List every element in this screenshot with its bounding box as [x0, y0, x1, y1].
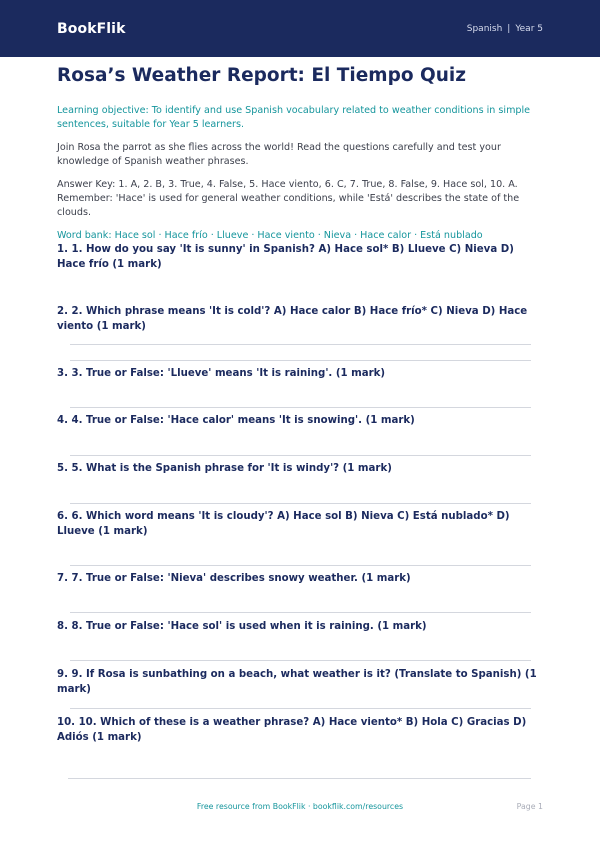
- question-7: 7. 7. True or False: 'Nieva' describes snowy weather. (1 mark): [57, 573, 411, 584]
- answer-line[interactable]: [70, 344, 531, 345]
- answer-line[interactable]: [70, 407, 531, 408]
- word-bank-item: Nieva: [323, 230, 352, 241]
- header-separator: |: [507, 23, 511, 34]
- brand-logo[interactable]: BookFlik: [57, 20, 126, 37]
- answer-line[interactable]: [70, 503, 531, 504]
- word-bank-separator: ·: [251, 230, 255, 241]
- page-number: Page 1: [516, 802, 543, 811]
- answer-key: Answer Key: 1. A, 2. B, 3. True, 4. False, 5. Hace viento, 6. C, 7. True, 8. False, 9. Hace sol, 10. A. Remember: 'Hace' is used for general weather conditions, while 'Está' describes the state of the clouds.: [57, 179, 520, 218]
- answer-line[interactable]: [70, 660, 531, 661]
- question-9: 9. 9. If Rosa is sunbathing on a beach, what weather is it? (Translate to Spanish) (1 mark): [57, 669, 537, 695]
- subject-label: Spanish: [466, 23, 503, 34]
- question-1: 1. 1. How do you say 'It is sunny' in Spanish? A) Hace sol* B) Llueve C) Nieva D) Hace frío (1 mark): [57, 244, 514, 270]
- question-3: 3. 3. True or False: 'Llueve' means 'It is raining'. (1 mark): [57, 368, 386, 379]
- word-bank-item: Hace calor: [360, 230, 412, 241]
- word-bank-words: [115, 230, 483, 241]
- word-bank: [57, 229, 543, 243]
- word-bank-separator: ·: [158, 230, 162, 241]
- word-bank-label: Word bank:: [57, 230, 112, 241]
- year-label: Year 5: [515, 23, 543, 34]
- word-bank-item: Hace viento: [257, 230, 315, 241]
- word-bank-separator: ·: [414, 230, 418, 241]
- page-title: Rosa’s Weather Report: El Tiempo Quiz: [57, 65, 466, 86]
- header-bar: [0, 0, 600, 57]
- question-10: 10. 10. Which of these is a weather phrase? A) Hace viento* B) Hola C) Gracias D) Adiós (1 mark): [57, 717, 527, 743]
- learning-objective: Learning objective: To identify and use Spanish vocabulary related to weather conditions in simple sentences, suitable for Year 5 learners.: [57, 105, 531, 130]
- answer-line[interactable]: [70, 455, 531, 456]
- footer-divider: [68, 778, 531, 779]
- question-8: 8. 8. True or False: 'Hace sol' is used when it is raining. (1 mark): [57, 621, 427, 632]
- header-meta: [467, 24, 543, 34]
- question-2: 2. 2. Which phrase means 'It is cold'? A) Hace calor B) Hace frío* C) Nieva D) Hace viento (1 mark): [57, 306, 528, 332]
- question-6: 6. 6. Which word means 'It is cloudy'? A) Hace sol B) Nieva C) Está nublado* D) Llueve (1 mark): [57, 511, 510, 537]
- answer-line[interactable]: [70, 360, 531, 361]
- word-bank-separator: ·: [210, 230, 214, 241]
- word-bank-item: Llueve: [216, 230, 249, 241]
- answer-line[interactable]: [70, 612, 531, 613]
- word-bank-item: Hace sol: [114, 230, 156, 241]
- answer-line[interactable]: [70, 565, 531, 566]
- word-bank-separator: ·: [317, 230, 321, 241]
- word-bank-separator: ·: [354, 230, 358, 241]
- answer-line[interactable]: [70, 708, 531, 709]
- footer-text[interactable]: Free resource from BookFlik · bookflik.com/resources: [196, 802, 404, 811]
- word-bank-item: Está nublado: [420, 230, 483, 241]
- question-4: 4. 4. True or False: 'Hace calor' means 'It is snowing'. (1 mark): [57, 415, 415, 426]
- word-bank-item: Hace frío: [164, 230, 208, 241]
- worksheet-intro: [57, 64, 543, 243]
- question-5: 5. 5. What is the Spanish phrase for 'It is windy'? (1 mark): [57, 463, 392, 474]
- intro-text: Join Rosa the parrot as she flies across the world! Read the questions carefully and test your knowledge of Spanish weather phrases.: [57, 142, 501, 167]
